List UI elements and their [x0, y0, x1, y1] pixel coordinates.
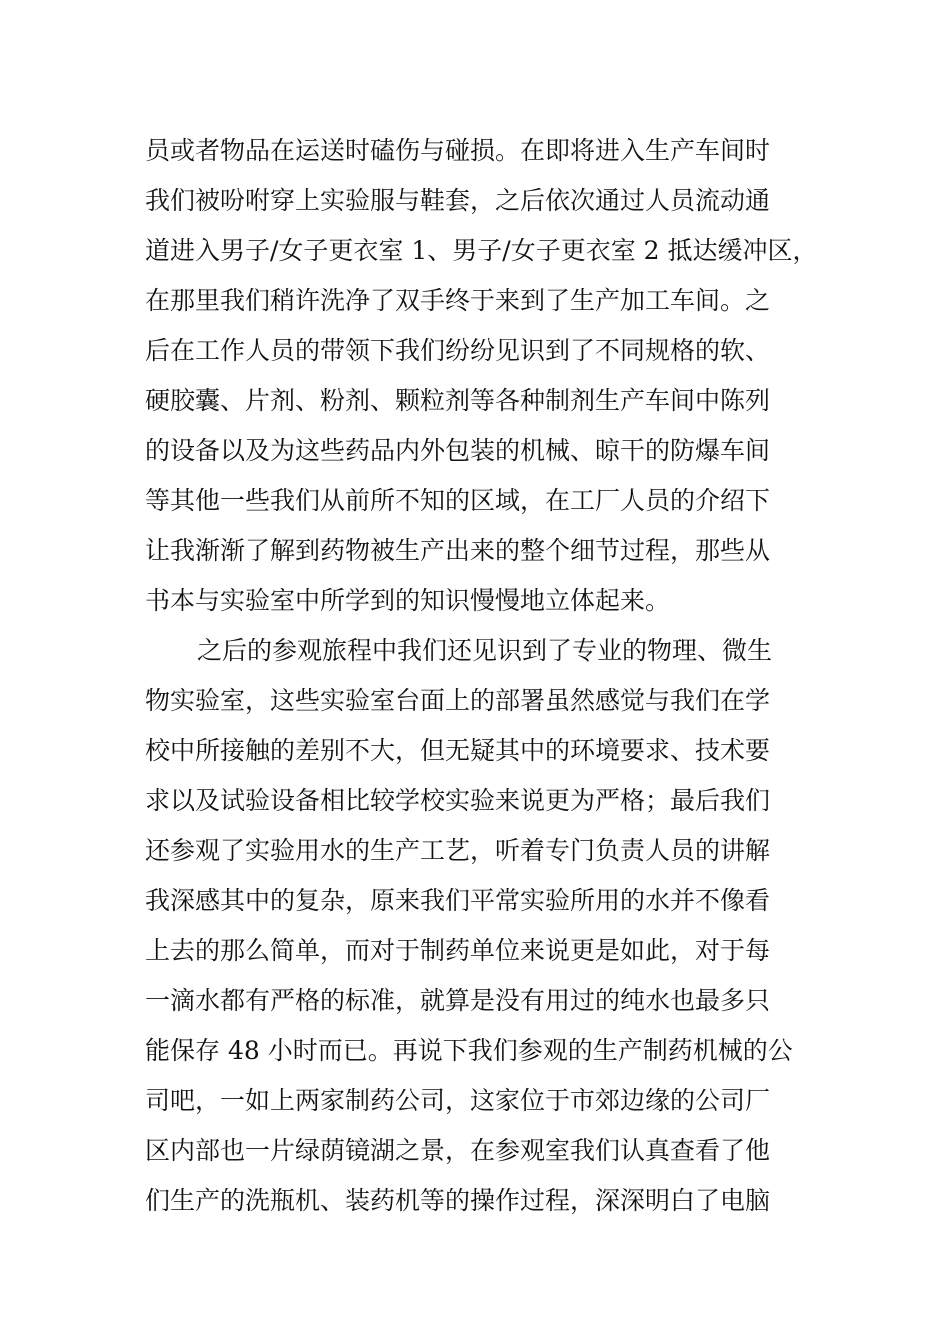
text-line: 校中所接触的差别不大，但无疑其中的环境要求、技术要	[145, 736, 771, 765]
text-line: 书本与实验室中所学到的知识慢慢地立体起来。	[145, 586, 671, 615]
text-line: 硬胶囊、片剂、粉剂、颗粒剂等各种制剂生产车间中陈列	[145, 386, 771, 415]
body-text	[145, 126, 821, 1226]
text-line: 我深感其中的复杂，原来我们平常实验所用的水并不像看	[145, 886, 771, 915]
text-line: 能保存 48 小时而已。再说下我们参观的生产制药机械的公	[145, 1036, 793, 1065]
text-line: 等其他一些我们从前所不知的区域，在工厂人员的介绍下	[145, 486, 771, 515]
text-line: 还参观了实验用水的生产工艺，听着专门负责人员的讲解	[145, 836, 771, 865]
text-line: 后在工作人员的带领下我们纷纷见识到了不同规格的软、	[145, 336, 771, 365]
text-line: 我们被吩咐穿上实验服与鞋套，之后依次通过人员流动通	[145, 186, 771, 215]
text-line: 道进入男子/女子更衣室 1、男子/女子更衣室 2 抵达缓冲区，	[145, 236, 818, 265]
text-line: 物实验室，这些实验室台面上的部署虽然感觉与我们在学	[145, 686, 771, 715]
text-line: 求以及试验设备相比较学校实验来说更为严格；最后我们	[145, 786, 771, 815]
text-line: 一滴水都有严格的标准，就算是没有用过的纯水也最多只	[145, 986, 771, 1015]
text-line: 区内部也一片绿荫镜湖之景，在参观室我们认真查看了他	[145, 1136, 771, 1165]
text-line: 员或者物品在运送时磕伤与碰损。在即将进入生产车间时	[145, 136, 771, 165]
text-line: 司吧，一如上两家制药公司，这家位于市郊边缘的公司厂	[145, 1086, 771, 1115]
text-line: 的设备以及为这些药品内外包装的机械、晾干的防爆车间	[145, 436, 771, 465]
text-line: 在那里我们稍许洗净了双手终于来到了生产加工车间。之	[145, 286, 771, 315]
paragraph-first-line: 之后的参观旅程中我们还见识到了专业的物理、微生	[197, 636, 773, 665]
text-line: 们生产的洗瓶机、装药机等的操作过程，深深明白了电脑	[145, 1186, 771, 1215]
text-line: 让我渐渐了解到药物被生产出来的整个细节过程，那些从	[145, 536, 771, 565]
text-line: 上去的那么简单，而对于制药单位来说更是如此，对于每	[145, 936, 771, 965]
